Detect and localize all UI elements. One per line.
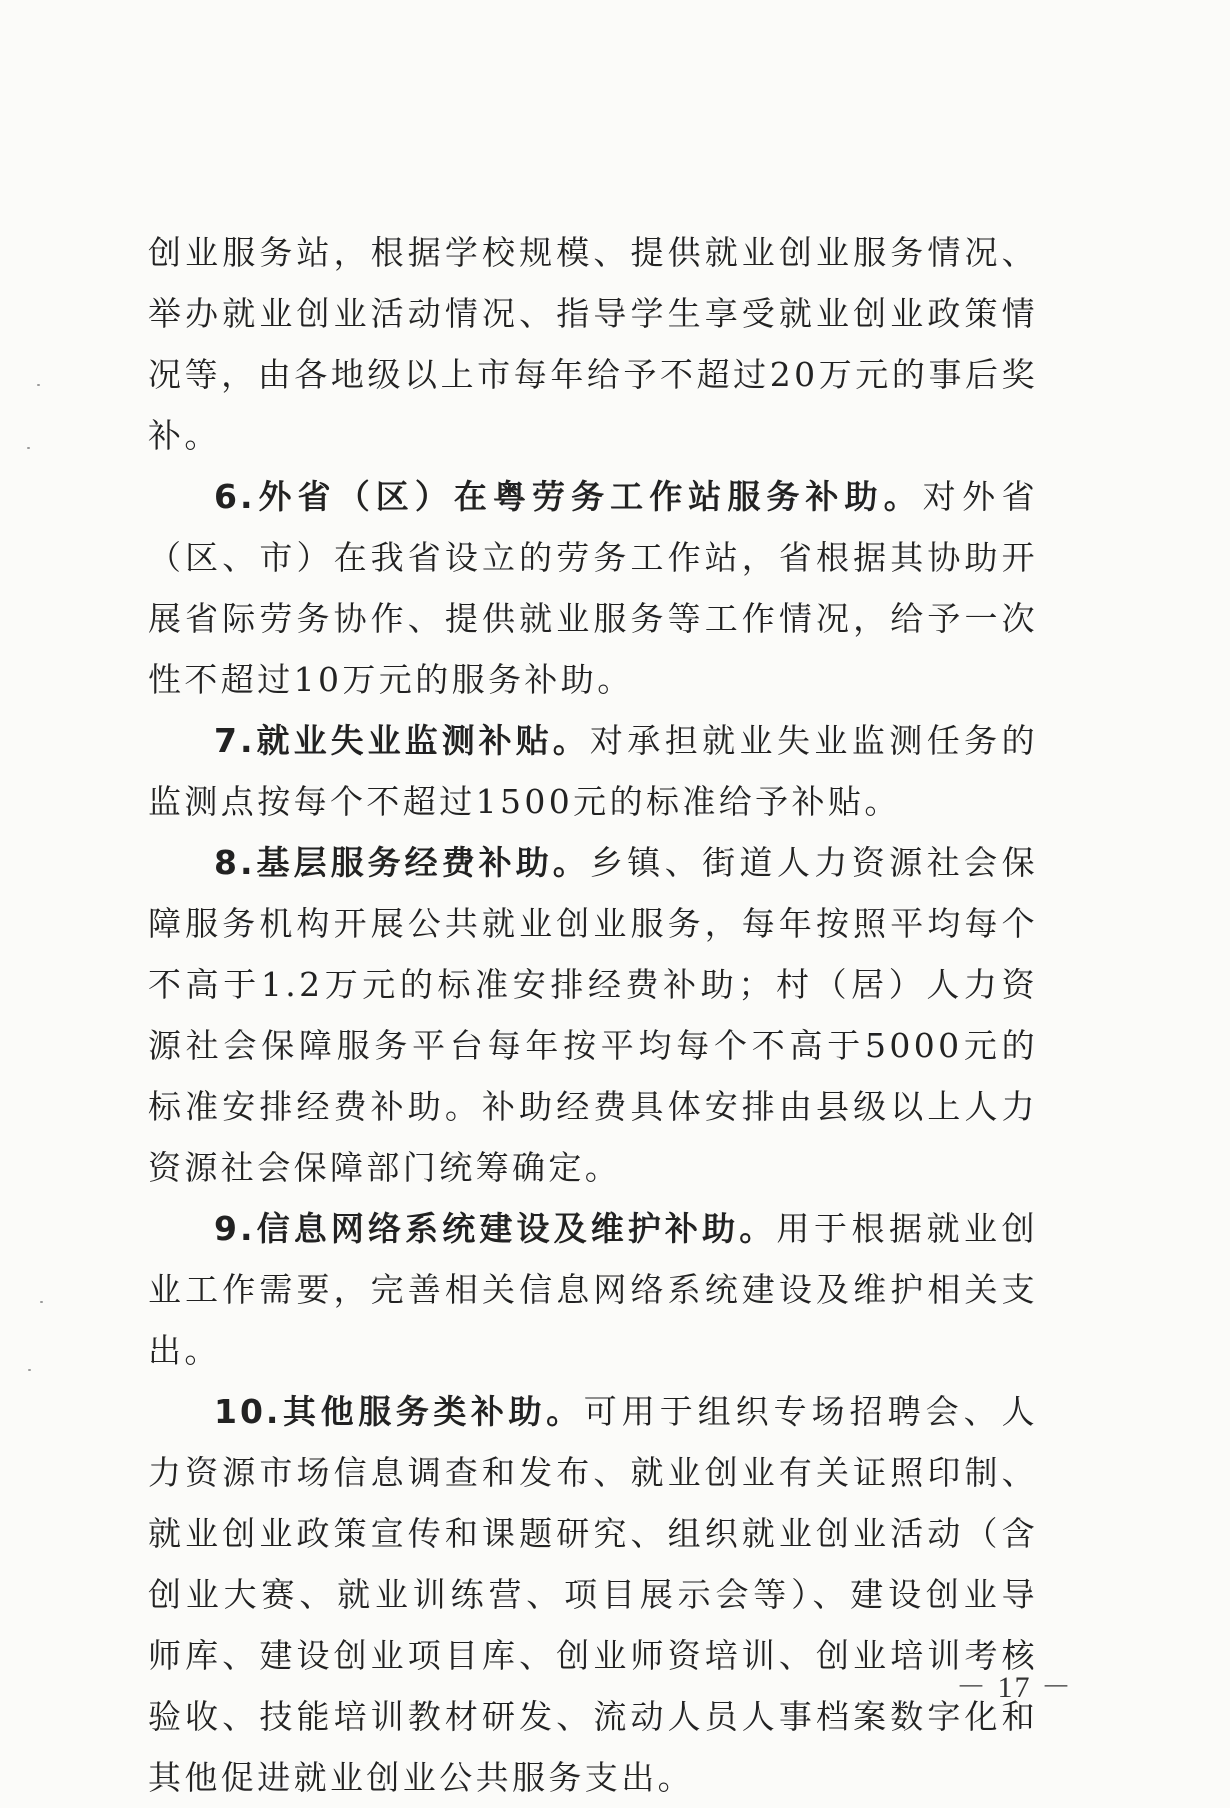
scan-speck bbox=[37, 384, 40, 386]
scan-speck bbox=[40, 1301, 43, 1303]
paragraph-text: 乡镇、街道人力资源社会保障服务机构开展公共就业创业服务，每年按照平均每个不高于1.2万元的标准安排经费补助；村（居）人力资源社会保障服务平台每年按平均每个不高于5000元的标准安排经费补助。补助经费具体安排由县级以上人力资源社会保障部门统筹确定。 bbox=[148, 843, 1038, 1187]
paragraph-heading: 6.外省（区）在粤劳务工作站服务补助。 bbox=[214, 477, 923, 516]
paragraph-text: 创业服务站，根据学校规模、提供就业创业服务情况、举办就业创业活动情况、指导学生享受就业创业政策情况等，由各地级以上市每年给予不超过20万元的事后奖补。 bbox=[148, 233, 1038, 455]
document-body bbox=[148, 222, 1038, 1808]
paragraph-heading: 8.基层服务经费补助。 bbox=[214, 843, 590, 882]
paragraph-continuation bbox=[148, 222, 1038, 466]
paragraph-item-6 bbox=[148, 466, 1038, 710]
scan-speck bbox=[28, 1369, 31, 1371]
scan-speck bbox=[27, 447, 30, 449]
paragraph-item-7 bbox=[148, 710, 1038, 832]
paragraph-text: 对外省（区、市）在我省设立的劳务工作站，省根据其协助开展省际劳务协作、提供就业服务等工作情况，给予一次性不超过10万元的服务补助。 bbox=[148, 477, 1039, 699]
paragraph-heading: 7.就业失业监测补贴。 bbox=[214, 721, 590, 760]
paragraph-item-8 bbox=[148, 832, 1038, 1198]
paragraph-text: 用于根据就业创业工作需要，完善相关信息网络系统建设及维护相关支出。 bbox=[148, 1209, 1038, 1370]
paragraph-item-9 bbox=[148, 1198, 1038, 1381]
paragraph-heading: 10.其他服务类补助。 bbox=[214, 1392, 584, 1431]
paragraph-text: 对承担就业失业监测任务的监测点按每个不超过1500元的标准给予补贴。 bbox=[148, 721, 1038, 821]
paragraph-text: 可用于组织专场招聘会、人力资源市场信息调查和发布、就业创业有关证照印制、就业创业政策宣传和课题研究、组织就业创业活动（含创业大赛、就业训练营、项目展示会等）、建设创业导师库、建设创业项目库、创业师资培训、创业培训考核验收、技能培训教材研发、流动人员人事档案数字化和其他促进就业创业公共服务支出。 bbox=[148, 1392, 1038, 1797]
page-number: － 17 － bbox=[956, 1671, 1073, 1704]
paragraph-heading: 9.信息网络系统建设及维护补助。 bbox=[214, 1209, 777, 1248]
paragraph-item-10 bbox=[148, 1381, 1038, 1808]
